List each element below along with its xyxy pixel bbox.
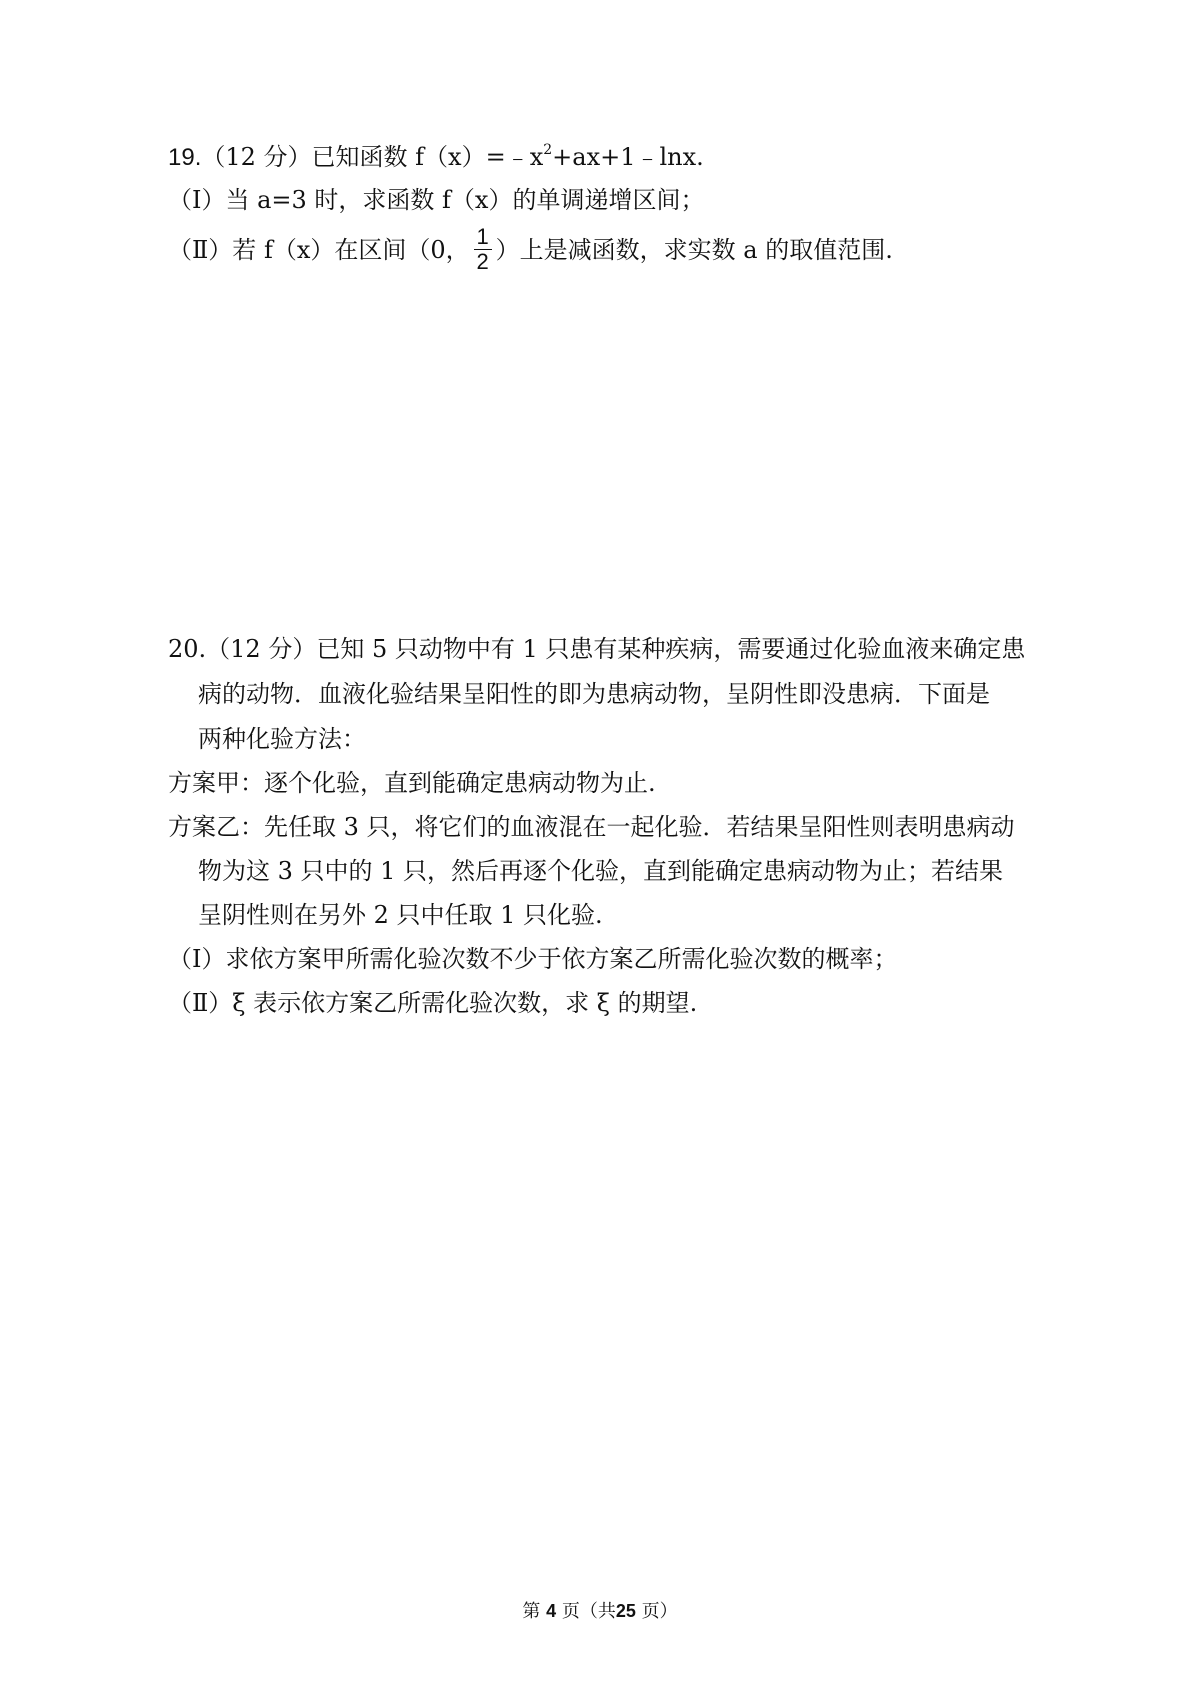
q19-stem-prefix: 已知函数 f（x）=﹣x <box>311 143 544 171</box>
q20-plan-b-line-3: 呈阴性则在另外 2 只中任取 1 只化验. <box>198 901 603 929</box>
q19-part2-prefix: （Ⅱ）若 f（x）在区间（0， <box>168 236 470 264</box>
q19-part1: （Ⅰ）当 a=3 时，求函数 f（x）的单调递增区间； <box>168 186 705 214</box>
q19-number: 19. <box>168 144 202 171</box>
q20-line-3: 两种化验方法： <box>198 725 366 753</box>
q20-part1: （Ⅰ）求依方案甲所需化验次数不少于依方案乙所需化验次数的概率； <box>168 945 898 973</box>
one-half-fraction <box>474 226 492 273</box>
q20-plan-b-line-2: 物为这 3 只中的 1 只，然后再逐个化验，直到能确定患病动物为止；若结果 <box>198 857 1004 885</box>
q20-plan-a: 方案甲：逐个化验，直到能确定患病动物为止. <box>168 769 656 797</box>
q19-part2 <box>168 224 893 275</box>
q19-stem <box>168 140 704 175</box>
q19-stem-suffix: +ax+1﹣lnx. <box>552 143 704 171</box>
footer-total-pages: 25 <box>615 1601 636 1621</box>
footer-page-number: 4 <box>546 1601 557 1621</box>
fraction-denominator: 2 <box>476 249 489 274</box>
footer-suffix: 页） <box>641 1601 678 1622</box>
q20-line-1: 20.（12 分）已知 5 只动物中有 1 只患有某种疾病，需要通过化验血液来确定患 <box>168 635 1026 663</box>
q19-points: （12 分） <box>201 143 312 171</box>
q20-plan-b-line-1: 方案乙：先任取 3 只，将它们的血液混在一起化验．若结果呈阳性则表明患病动 <box>168 813 1015 841</box>
page-footer <box>0 1598 1200 1625</box>
q19-part2-suffix: ）上是减函数，求实数 a 的取值范围. <box>495 236 893 264</box>
q19-exponent: 2 <box>543 142 553 158</box>
footer-middle: 页（共 <box>561 1601 616 1622</box>
fraction-numerator: 1 <box>476 224 489 249</box>
q20-line-2: 病的动物．血液化验结果呈阳性的即为患病动物，呈阴性即没患病．下面是 <box>198 680 990 708</box>
q20-part2: （Ⅱ）ξ 表示依方案乙所需化验次数，求 ξ 的期望. <box>168 989 698 1017</box>
footer-prefix: 第 <box>522 1601 541 1622</box>
